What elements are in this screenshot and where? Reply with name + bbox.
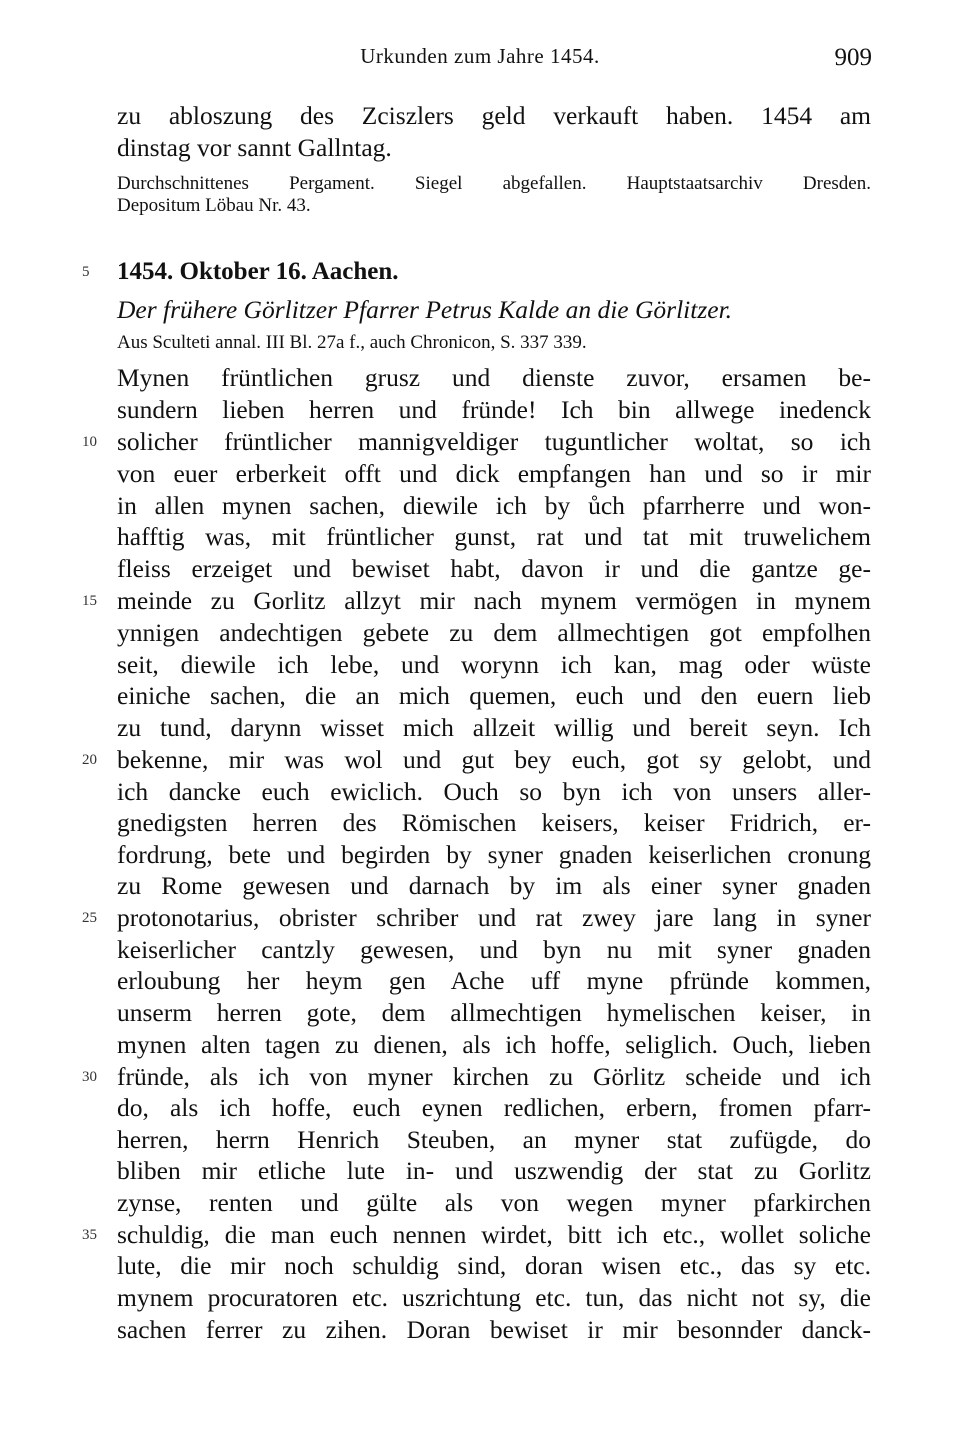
body-line: von euer erberkeit offt und dick empfangen han und so ir mir	[117, 459, 871, 488]
line-number: 10	[82, 434, 97, 450]
body-line: unserm herren gote, dem allmechtigen hymelischen keiser, in	[117, 998, 871, 1027]
body-line: lute, die mir noch schuldig sind, doran wisen etc., das sy etc.	[117, 1251, 871, 1280]
body-line: meinde zu Gorlitz allzyt mir nach mynem vermögen in mynem	[117, 586, 871, 615]
body-line: zu tund, darynn wisset mich allzeit willig und bereit seyn. Ich	[117, 713, 871, 742]
body-line: in allen mynen sachen, diewile ich by ůch pfarrherre und won-	[117, 491, 871, 520]
body-line: zynse, renten und gülte als von wegen myner pfarkirchen	[117, 1188, 871, 1217]
running-title: Urkunden zum Jahre 1454.	[360, 44, 600, 68]
body-line: solicher früntlicher mannigveldiger tuguntlicher woltat, so ich	[117, 427, 871, 456]
body-line: sundern lieben herren und fründe! Ich bin allwege inedenck	[117, 395, 871, 424]
body-line: protonotarius, obrister schriber und rat zwey jare lang in syner	[117, 903, 871, 932]
body-line: keiserlicher cantzly gewesen, und byn nu mit syner gnaden	[117, 935, 871, 964]
body-line: do, als ich hoffe, euch eynen redlichen, erbern, fromen pfarr-	[117, 1093, 871, 1122]
body-line: erloubung her heym gen Ache uff myne pfründe kommen,	[117, 966, 871, 995]
body-line: fleiss erzeiget und bewiset habt, davon ir und die gantze ge-	[117, 554, 871, 583]
body-line: mynem procuratoren etc. uszrichtung etc. tun, das nicht not sy, die	[117, 1283, 871, 1312]
body-line: ynnigen andechtigen gebete zu dem allmechtigen got empfolhen	[117, 618, 871, 647]
text-line: zu abloszung des Zciszlers geld verkauft haben. 1454 am	[117, 101, 871, 130]
body-line: fründe, als ich von myner kirchen zu Görlitz scheide und ich	[117, 1062, 871, 1091]
body-line: bekenne, mir was wol und gut bey euch, got sy gelobt, und	[117, 745, 871, 774]
body-line: ich dancke euch ewiclich. Ouch so byn ich von unsers aller-	[117, 777, 871, 806]
archival-note: Durchschnittenes Pergament. Siegel abgefallen. Hauptstaatsarchiv Dresden.	[117, 173, 871, 194]
body-line: Mynen früntlichen grusz und dienste zuvor, ersamen be-	[117, 363, 871, 392]
line-number: 5	[82, 264, 90, 280]
line-number: 35	[82, 1227, 97, 1243]
body-line: sachen ferrer zu zihen. Doran bewiset ir mir besonnder danck-	[117, 1315, 871, 1344]
line-number: 25	[82, 910, 97, 926]
body-line: gnedigsten herren des Römischen keisers, keiser Fridrich, er-	[117, 808, 871, 837]
body-line: schuldig, die man euch nennen wirdet, bitt ich etc., wollet soliche	[117, 1220, 871, 1249]
line-number: 20	[82, 752, 97, 768]
body-line: einiche sachen, die an mich quemen, euch und den euern lieb	[117, 681, 871, 710]
archival-note: Depositum Löbau Nr. 43.	[117, 195, 311, 216]
text-line: dinstag vor sannt Gallntag.	[117, 133, 392, 162]
body-line: hafftig was, mit früntlicher gunst, rat und tat mit truwelichem	[117, 522, 871, 551]
body-line: zu Rome gewesen und darnach by im als einer syner gnaden	[117, 871, 871, 900]
line-number: 15	[82, 593, 97, 609]
body-line: seit, diewile ich lebe, und worynn ich kan, mag oder wüste	[117, 650, 871, 679]
document-regest: Der frühere Görlitzer Pfarrer Petrus Kalde an die Görlitzer.	[117, 295, 733, 324]
line-number: 30	[82, 1069, 97, 1085]
body-line: mynen alten tagen zu dienen, als ich hoffe, seliglich. Ouch, lieben	[117, 1030, 871, 1059]
source-note: Aus Sculteti annal. III Bl. 27a f., auch Chronicon, S. 337 339.	[117, 332, 587, 353]
body-line: herren, herrn Henrich Steuben, an myner stat zufügde, do	[117, 1125, 871, 1154]
document-heading: 1454. Oktober 16. Aachen.	[117, 258, 399, 285]
page-number: 909	[834, 44, 872, 71]
body-line: bliben mir etliche lute in- und uszwendig der stat zu Gorlitz	[117, 1156, 871, 1185]
body-line: fordrung, bete und begirden by syner gnaden keiserlichen cronung	[117, 840, 871, 869]
